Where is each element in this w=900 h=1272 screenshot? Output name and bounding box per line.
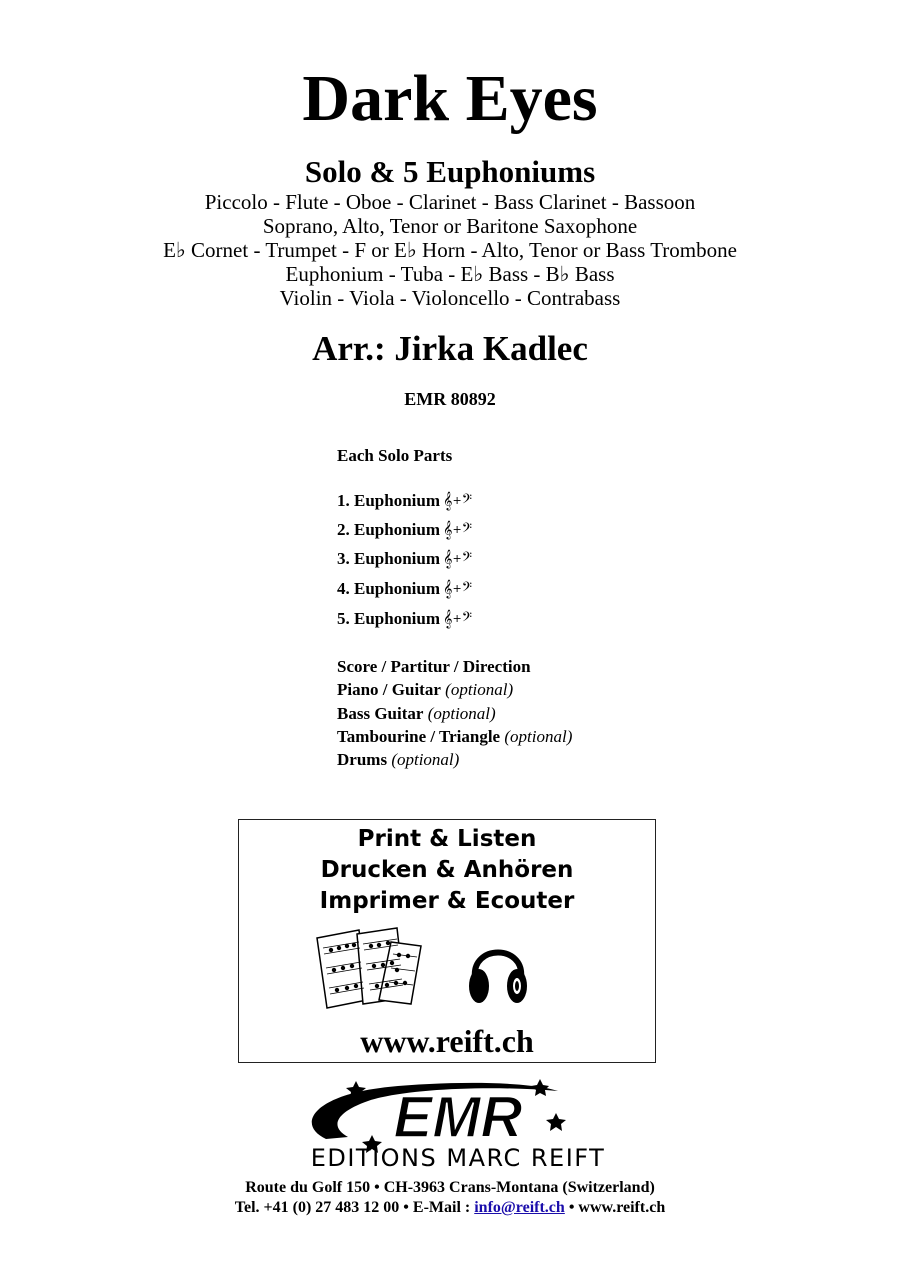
part-item	[337, 491, 472, 513]
bass-clef-icon: 𝄢	[461, 549, 472, 568]
optional-note: (optional)	[445, 680, 514, 699]
sheet-music-icon	[313, 924, 425, 1010]
plus-sign: +	[452, 494, 462, 507]
part-label: 2. Euphonium	[337, 520, 440, 539]
catalog-number: EMR 80892	[404, 389, 496, 409]
part-label: 4. Euphonium	[337, 579, 440, 598]
clef-icons	[443, 609, 472, 628]
optional-note: (optional)	[504, 727, 573, 746]
treble-clef-icon: 𝄞	[443, 491, 453, 510]
email-link[interactable]: info@reift.ch	[474, 1199, 565, 1216]
promo-line: Imprimer & Ecouter	[319, 888, 575, 914]
treble-clef-icon: 𝄞	[443, 520, 453, 539]
extra-part-name: Piano / Guitar	[337, 680, 441, 699]
extra-part-name: Score / Partitur / Direction	[337, 657, 531, 676]
bass-clef-icon: 𝄢	[461, 609, 472, 628]
emr-logo	[238, 1075, 678, 1170]
part-label: 1. Euphonium	[337, 491, 440, 510]
instrument-line: Soprano, Alto, Tenor or Baritone Saxophone	[262, 214, 638, 238]
extra-part-name: Bass Guitar	[337, 704, 424, 723]
part-item	[337, 520, 472, 542]
clef-icons	[443, 579, 472, 598]
solo-parts-heading: Each Solo Parts	[337, 446, 453, 465]
instrument-line: E♭ Cornet - Trumpet - F or E♭ Horn - Alto, Tenor or Bass Trombone	[163, 238, 737, 262]
clef-icons	[443, 520, 472, 539]
extra-part	[337, 657, 531, 677]
emr-mark: EMR	[393, 1085, 523, 1150]
plus-sign: +	[452, 612, 462, 625]
publisher-name: EDITIONS MARC REIFT	[310, 1144, 606, 1170]
plus-sign: +	[452, 582, 462, 595]
extra-part	[337, 727, 572, 747]
phone-text: Tel. +41 (0) 27 483 12 00 • E-Mail :	[234, 1199, 475, 1216]
footer-contact	[0, 1198, 900, 1218]
extra-part-name: Drums	[337, 750, 388, 769]
extra-part	[337, 680, 513, 700]
treble-clef-icon: 𝄞	[443, 609, 453, 628]
extra-part	[337, 704, 496, 724]
bass-clef-icon: 𝄢	[461, 520, 472, 539]
part-label: 5. Euphonium	[337, 609, 440, 628]
optional-note: (optional)	[427, 704, 496, 723]
instrument-line: Violin - Viola - Violoncello - Contrabass	[279, 286, 621, 310]
website-url: www.reift.ch	[360, 1023, 534, 1059]
instrument-line: Piccolo - Flute - Oboe - Clarinet - Bass Clarinet - Bassoon	[204, 190, 696, 214]
treble-clef-icon: 𝄞	[443, 579, 453, 598]
clef-icons	[443, 549, 472, 568]
instrument-line: Euphonium - Tuba - E♭ Bass - B♭ Bass	[285, 262, 615, 286]
optional-note: (optional)	[391, 750, 460, 769]
subtitle: Solo & 5 Euphoniums	[304, 154, 596, 189]
extra-part	[337, 750, 459, 770]
headphones-icon	[467, 930, 529, 1008]
part-item	[337, 579, 472, 601]
website-text: • www.reift.ch	[564, 1199, 666, 1216]
treble-clef-icon: 𝄞	[443, 549, 453, 568]
bass-clef-icon: 𝄢	[461, 579, 472, 598]
plus-sign: +	[452, 552, 462, 565]
promo-line: Print & Listen	[357, 826, 537, 852]
promo-line: Drucken & Anhören	[320, 857, 574, 883]
part-label: 3. Euphonium	[337, 549, 440, 568]
instrument-list	[0, 190, 900, 310]
footer-address: Route du Golf 150 • CH-3963 Crans-Montana (Switzerland)	[245, 1179, 655, 1196]
plus-sign: +	[452, 523, 462, 536]
bass-clef-icon: 𝄢	[461, 491, 472, 510]
print-listen-box	[238, 819, 656, 1063]
clef-icons	[443, 491, 472, 510]
title: Dark Eyes	[302, 62, 598, 135]
arranger: Arr.: Jirka Kadlec	[312, 329, 588, 368]
part-item	[337, 609, 472, 631]
part-item	[337, 549, 472, 571]
extra-part-name: Tambourine / Triangle	[337, 727, 501, 746]
